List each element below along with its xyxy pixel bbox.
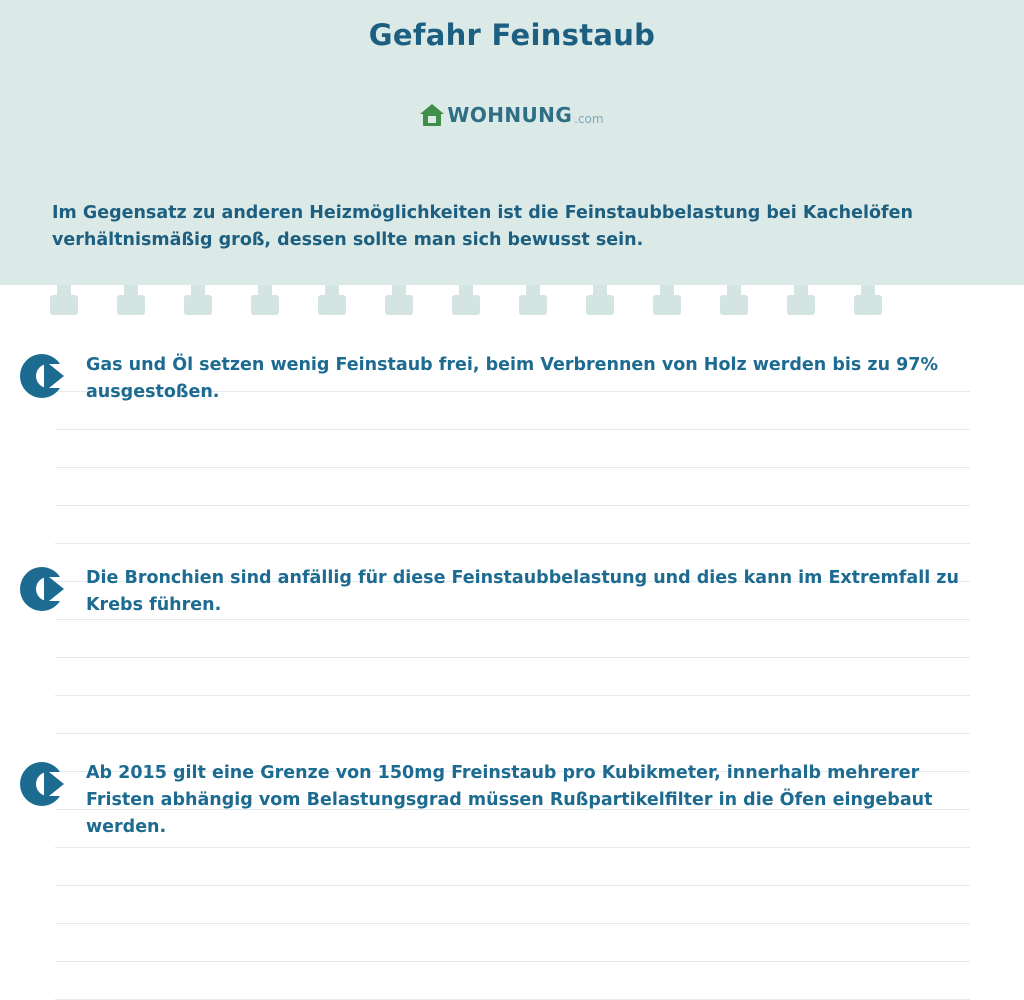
paper-rule-line	[55, 847, 970, 848]
binding-ring	[251, 285, 279, 315]
paper-rule-line	[55, 733, 970, 734]
paper-rule-line	[55, 923, 970, 924]
bullet-text: Gas und Öl setzen wenig Feinstaub frei, beim Verbrennen von Holz werden bis zu 97% ausgestoßen.	[86, 355, 939, 402]
paper-rule-line	[55, 885, 970, 886]
arrow-right-circle-icon	[18, 565, 66, 613]
paper-rule-line	[55, 505, 970, 506]
binding-ring	[854, 285, 882, 315]
spiral-binding	[0, 285, 1024, 317]
brand-name: WOHNUNG	[447, 103, 573, 127]
brand-logo	[0, 100, 1024, 130]
paper-rule-line	[55, 543, 970, 544]
binding-ring	[385, 285, 413, 315]
binding-ring	[586, 285, 614, 315]
binding-ring	[50, 285, 78, 315]
paper-rule-line	[55, 467, 970, 468]
binding-ring	[117, 285, 145, 315]
page-title: Gefahr Feinstaub	[368, 18, 656, 52]
house-icon	[420, 103, 444, 127]
arrow-right-circle-icon	[18, 352, 66, 400]
binding-ring	[318, 285, 346, 315]
binding-ring	[184, 285, 212, 315]
paper-rule-line	[55, 619, 970, 620]
header-panel	[0, 0, 1024, 285]
binding-ring	[653, 285, 681, 315]
bullet-text: Die Bronchien sind anfällig für diese Feinstaubbelastung und dies kann im Extremfall zu Krebs führen.	[86, 568, 959, 615]
binding-ring	[519, 285, 547, 315]
paper-rule-line	[55, 961, 970, 962]
binding-ring	[787, 285, 815, 315]
paper-rule-line	[55, 695, 970, 696]
notepad-paper	[0, 317, 1024, 949]
paper-rule-line	[55, 429, 970, 430]
paper-rule-line	[55, 657, 970, 658]
bullet-text: Ab 2015 gilt eine Grenze von 150mg Freinstaub pro Kubikmeter, innerhalb mehrerer Fristen abhängig vom Belastungsgrad müssen Rußpartikelfilter in die Öfen eingebaut werden.	[86, 763, 933, 837]
binding-ring	[720, 285, 748, 315]
intro-paragraph: Im Gegensatz zu anderen Heizmöglichkeiten ist die Feinstaubbelastung bei Kachelöfen verhältnismäßig groß, dessen sollte man sich bewusst sein.	[52, 203, 913, 250]
arrow-right-circle-icon	[18, 760, 66, 808]
brand-suffix: .com	[574, 111, 604, 126]
binding-ring	[452, 285, 480, 315]
